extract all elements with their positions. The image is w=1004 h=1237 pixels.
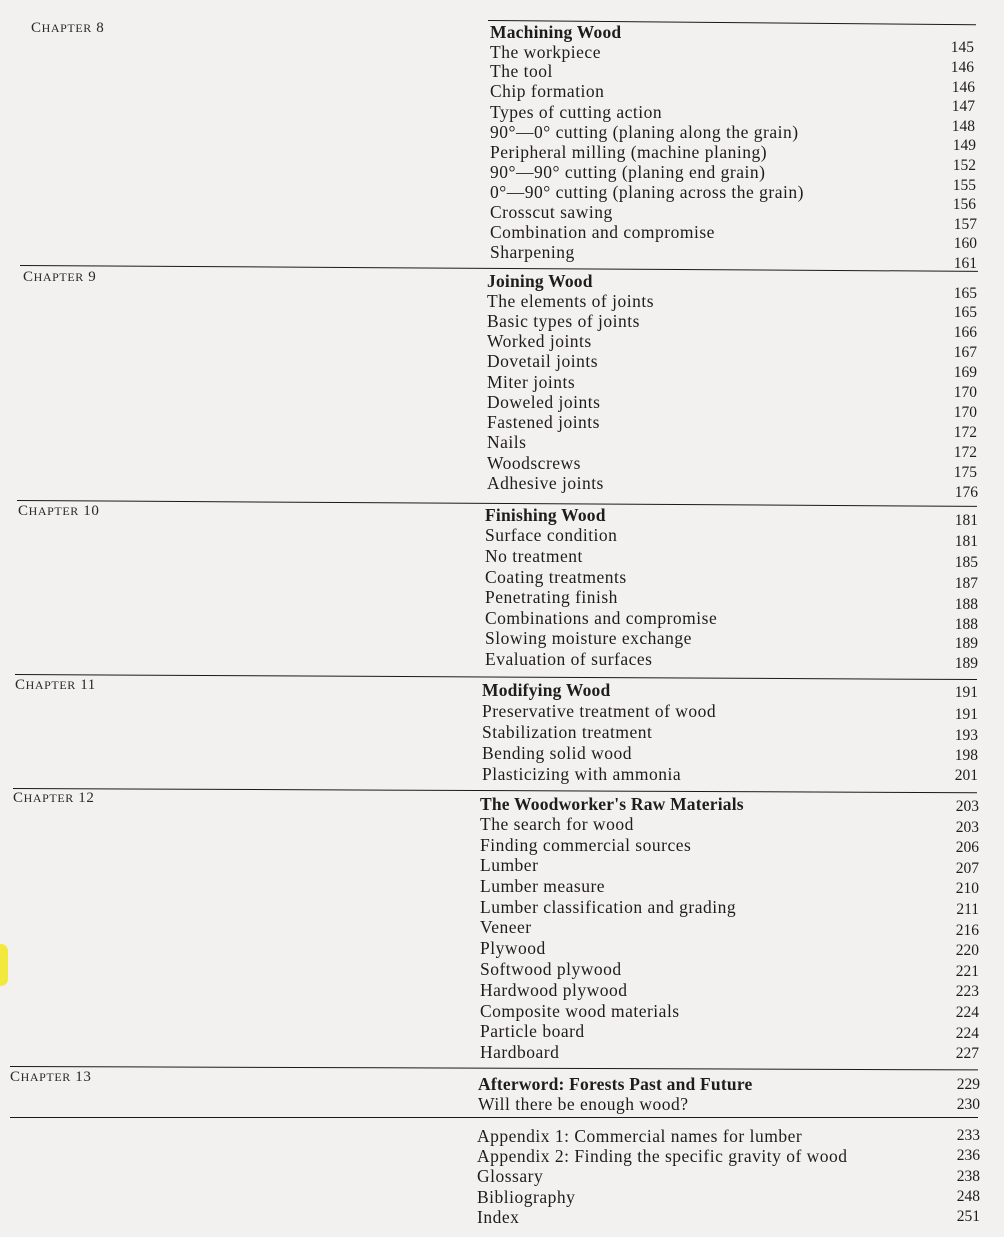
toc-entry[interactable]: Index (477, 1207, 520, 1227)
toc-entry[interactable]: Lumber measure (480, 876, 606, 896)
toc-entry[interactable]: Types of cutting action (490, 102, 663, 122)
toc-entry[interactable]: Particle board (480, 1021, 585, 1041)
toc-entry[interactable]: Dovetail joints (487, 351, 599, 371)
toc-entry[interactable]: Lumber classification and grading (480, 897, 737, 917)
page-number: 152 (952, 157, 976, 174)
toc-entry[interactable]: Crosscut sawing (490, 202, 613, 222)
toc-entry[interactable]: Woodscrews (487, 453, 581, 473)
page-number: 220 (955, 942, 979, 959)
chapter-13-rule (10, 1066, 978, 1070)
page-number: 203 (955, 819, 979, 836)
page-edge-highlight (0, 944, 8, 986)
page-number: 188 (954, 616, 978, 633)
page-number: 224 (955, 1004, 979, 1021)
chapter-11-label: CHAPTER 11 (15, 677, 96, 693)
toc-entry[interactable]: The search for wood (480, 814, 634, 834)
page-number: 146 (950, 59, 974, 76)
page-number: 172 (953, 444, 977, 461)
toc-entry[interactable]: Doweled joints (487, 392, 601, 412)
chapter-12-rule (13, 788, 977, 793)
toc-entry[interactable]: 0°—90° cutting (planing across the grain) (490, 182, 804, 202)
page-number: 181 (954, 512, 978, 529)
page-number: 198 (954, 747, 978, 764)
chapter-9-label: CHAPTER 9 (23, 269, 97, 285)
toc-entry[interactable]: The workpiece (490, 42, 601, 62)
toc-entry[interactable]: Hardwood plywood (480, 980, 628, 1000)
page-number: 181 (954, 533, 978, 550)
toc-entry[interactable]: Hardboard (480, 1042, 560, 1062)
toc-entry[interactable]: 90°—0° cutting (planing along the grain) (490, 122, 799, 142)
page-number: 148 (951, 118, 975, 135)
page-number: 233 (956, 1127, 980, 1144)
page-number: 207 (955, 860, 979, 877)
page-number: 238 (956, 1168, 980, 1185)
chapter-13-label: CHAPTER 13 (10, 1069, 92, 1085)
chapter-8-label: CHAPTER 8 (31, 20, 105, 36)
toc-entry[interactable]: Softwood plywood (480, 959, 622, 979)
toc-entry[interactable]: Adhesive joints (487, 473, 604, 493)
toc-entry[interactable]: Appendix 1: Commercial names for lumber (477, 1126, 803, 1146)
toc-entry[interactable]: Lumber (480, 855, 539, 875)
toc-entry[interactable]: The elements of joints (487, 291, 655, 311)
toc-entry[interactable]: Surface condition (485, 525, 618, 545)
toc-entry[interactable]: Fastened joints (487, 412, 600, 432)
toc-entry[interactable]: Slowing moisture exchange (485, 628, 692, 648)
toc-entry[interactable]: Worked joints (487, 331, 592, 351)
page-number: 216 (955, 922, 979, 939)
page-number: 149 (952, 137, 976, 154)
page-number: 229 (956, 1076, 980, 1093)
toc-entry[interactable]: Combinations and compromise (485, 608, 718, 628)
page-number: 157 (953, 216, 977, 233)
page-number: 166 (953, 324, 977, 341)
page-number: 170 (953, 384, 977, 401)
page-number: 210 (955, 880, 979, 897)
page-number: 211 (956, 901, 979, 918)
chapter-9-title[interactable]: Joining Wood (487, 271, 593, 291)
page-number: 170 (953, 404, 977, 421)
toc-entry[interactable]: Combination and compromise (490, 222, 715, 242)
toc-entry[interactable]: Chip formation (490, 81, 605, 101)
page-number: 147 (951, 98, 975, 115)
page-number: 187 (954, 575, 978, 592)
page-number: 191 (954, 684, 978, 701)
page-number: 230 (956, 1096, 980, 1113)
page-number: 203 (955, 798, 979, 815)
page-number: 156 (952, 196, 976, 213)
toc-entry[interactable]: Bibliography (477, 1187, 576, 1207)
back-matter-rule (10, 1117, 978, 1118)
toc-entry[interactable]: Evaluation of surfaces (485, 649, 653, 669)
page-number: 251 (956, 1208, 980, 1225)
toc-entry[interactable]: Plasticizing with ammonia (482, 764, 682, 784)
toc-entry[interactable]: Bending solid wood (482, 743, 632, 763)
page-number: 175 (953, 464, 977, 481)
page-number: 248 (956, 1188, 980, 1205)
page-number: 176 (954, 484, 978, 501)
page-number: 206 (955, 839, 979, 856)
chapter-12-title[interactable]: The Woodworker's Raw Materials (480, 794, 744, 814)
page-number: 236 (956, 1147, 980, 1164)
toc-entry[interactable]: Sharpening (490, 242, 575, 262)
page-number: 189 (954, 655, 978, 672)
page-number: 193 (954, 727, 978, 744)
page-number: 188 (954, 596, 978, 613)
page-number: 167 (953, 344, 977, 361)
page-number: 189 (954, 635, 978, 652)
page-number: 224 (955, 1025, 979, 1042)
toc-entry[interactable]: Veneer (480, 917, 532, 937)
toc-entry[interactable]: 90°—90° cutting (planing end grain) (490, 162, 766, 182)
chapter-13-title[interactable]: Afterword: Forests Past and Future (478, 1074, 753, 1094)
toc-entry[interactable]: The tool (490, 61, 553, 81)
page-number: 227 (955, 1045, 979, 1062)
toc-entry[interactable]: Penetrating finish (485, 587, 618, 607)
page-number: 145 (950, 39, 974, 56)
page-number: 172 (953, 424, 977, 441)
toc-entry[interactable]: Miter joints (487, 372, 576, 392)
toc-entry[interactable]: Nails (487, 432, 527, 452)
page-number: 161 (953, 255, 977, 272)
page-number: 221 (955, 963, 979, 980)
toc-entry[interactable]: Composite wood materials (480, 1001, 680, 1021)
page-number: 223 (955, 983, 979, 1000)
page-number: 191 (954, 706, 978, 723)
toc-entry[interactable]: No treatment (485, 546, 583, 566)
chapter-10-title[interactable]: Finishing Wood (485, 505, 606, 525)
page-number: 165 (953, 285, 977, 302)
chapter-11-title[interactable]: Modifying Wood (482, 680, 611, 700)
toc-entry[interactable]: Finding commercial sources (480, 835, 692, 855)
chapter-8-title[interactable]: Machining Wood (490, 22, 622, 42)
chapter-12-label: CHAPTER 12 (13, 790, 95, 806)
page-number: 201 (954, 767, 978, 784)
page-number: 155 (952, 177, 976, 194)
toc-entry[interactable]: Coating treatments (485, 567, 627, 587)
page-number: 146 (951, 79, 975, 96)
toc-entry[interactable]: Preservative treatment of wood (482, 701, 717, 721)
page-number: 165 (953, 304, 977, 321)
page-number: 185 (954, 554, 978, 571)
toc-entry[interactable]: Will there be enough wood? (478, 1094, 689, 1114)
toc-entry[interactable]: Peripheral milling (machine planing) (490, 142, 768, 162)
chapter-10-label: CHAPTER 10 (18, 503, 100, 519)
toc-entry[interactable]: Appendix 2: Finding the specific gravity of wood (477, 1146, 848, 1166)
page-number: 160 (953, 235, 977, 252)
toc-entry[interactable]: Glossary (477, 1166, 544, 1186)
toc-entry[interactable]: Stabilization treatment (482, 722, 653, 742)
page-number: 169 (953, 364, 977, 381)
toc-entry[interactable]: Basic types of joints (487, 311, 640, 331)
toc-entry[interactable]: Plywood (480, 938, 546, 958)
